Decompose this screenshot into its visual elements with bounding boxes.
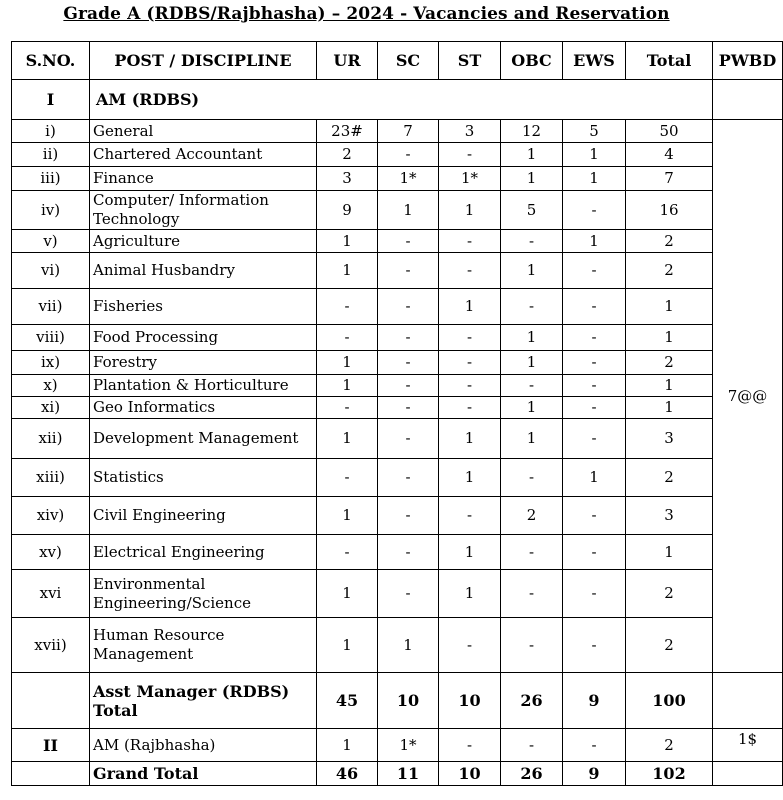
cell-obc: -	[501, 570, 563, 618]
cell-obc: 1	[501, 325, 563, 351]
cell-total: 2	[626, 618, 713, 673]
cell-ur: 2	[317, 143, 378, 167]
cell-post: Development Management	[90, 419, 317, 459]
subtotal-pwbd-empty	[713, 673, 783, 729]
cell-total: 16	[626, 191, 713, 230]
section-name: AM (RDBS)	[90, 80, 713, 120]
cell-sc: -	[378, 419, 439, 459]
cell-post: Geo Informatics	[90, 397, 317, 419]
cell-ur: 1	[317, 230, 378, 253]
cell-st: -	[439, 143, 501, 167]
cell-ews: -	[563, 191, 626, 230]
cell-sno: iv)	[12, 191, 90, 230]
cell-obc: -	[501, 375, 563, 397]
cell-ur: 9	[317, 191, 378, 230]
header-row	[12, 42, 783, 80]
section2-ur: 1	[317, 729, 378, 762]
cell-obc: -	[501, 459, 563, 497]
cell-sno: iii)	[12, 167, 90, 191]
cell-ews: 1	[563, 167, 626, 191]
cell-post: Animal Husbandry	[90, 253, 317, 289]
cell-ur: 1	[317, 497, 378, 535]
cell-st: -	[439, 230, 501, 253]
cell-sno: xi)	[12, 397, 90, 419]
cell-sno: xii)	[12, 419, 90, 459]
table-row	[12, 230, 783, 253]
cell-sno: xvii)	[12, 618, 90, 673]
table-row	[12, 167, 783, 191]
cell-ews: -	[563, 618, 626, 673]
cell-sc: -	[378, 497, 439, 535]
cell-st: -	[439, 497, 501, 535]
cell-obc: -	[501, 535, 563, 570]
cell-ews: -	[563, 289, 626, 325]
cell-sc: 1	[378, 618, 439, 673]
subtotal-label: Asst Manager (RDBS) Total	[90, 673, 317, 729]
grand-total-sno-empty	[12, 762, 90, 786]
table-row	[12, 618, 783, 673]
table-row	[12, 120, 783, 143]
cell-sc: -	[378, 289, 439, 325]
table-row	[12, 325, 783, 351]
cell-ews: -	[563, 497, 626, 535]
subtotal-obc: 26	[501, 673, 563, 729]
cell-sc: -	[378, 570, 439, 618]
cell-st: 1	[439, 570, 501, 618]
cell-total: 50	[626, 120, 713, 143]
cell-post: Plantation & Horticulture	[90, 375, 317, 397]
cell-obc: 1	[501, 253, 563, 289]
cell-ur: -	[317, 397, 378, 419]
cell-st: -	[439, 351, 501, 375]
cell-ews: 1	[563, 230, 626, 253]
cell-ews: -	[563, 397, 626, 419]
cell-sc: -	[378, 143, 439, 167]
cell-sc: -	[378, 459, 439, 497]
cell-ur: 1	[317, 419, 378, 459]
cell-post: Human Resource Management	[90, 618, 317, 673]
cell-post: Computer/ Information Technology	[90, 191, 317, 230]
header-post: POST / DISCIPLINE	[90, 42, 317, 80]
subtotal-total: 100	[626, 673, 713, 729]
cell-sno: vi)	[12, 253, 90, 289]
table-row	[12, 570, 783, 618]
cell-sc: 1	[378, 191, 439, 230]
cell-ur: -	[317, 459, 378, 497]
cell-total: 2	[626, 459, 713, 497]
table-row	[12, 253, 783, 289]
cell-post: Electrical Engineering	[90, 535, 317, 570]
cell-ews: -	[563, 325, 626, 351]
grand-total-total: 102	[626, 762, 713, 786]
cell-ur: -	[317, 289, 378, 325]
section2-pwbd: 1$	[713, 729, 783, 762]
table-row	[12, 191, 783, 230]
header-st: ST	[439, 42, 501, 80]
cell-sc: -	[378, 351, 439, 375]
subtotal-row	[12, 673, 783, 729]
cell-obc: 1	[501, 167, 563, 191]
cell-st: -	[439, 375, 501, 397]
cell-obc: 1	[501, 351, 563, 375]
cell-sno: ii)	[12, 143, 90, 167]
cell-sno: vii)	[12, 289, 90, 325]
table-row	[12, 497, 783, 535]
cell-st: 1	[439, 289, 501, 325]
cell-ur: 1	[317, 618, 378, 673]
cell-sno: xvi	[12, 570, 90, 618]
section-pwbd-empty	[713, 80, 783, 120]
cell-obc: 1	[501, 143, 563, 167]
cell-st: -	[439, 253, 501, 289]
cell-pwbd-rdbs: 7@@	[713, 120, 783, 673]
cell-ur: 1	[317, 375, 378, 397]
cell-obc: 12	[501, 120, 563, 143]
cell-ews: 1	[563, 459, 626, 497]
cell-ews: -	[563, 253, 626, 289]
grand-total-pwbd-empty	[713, 762, 783, 786]
subtotal-ur: 45	[317, 673, 378, 729]
table-row	[12, 143, 783, 167]
header-ur: UR	[317, 42, 378, 80]
cell-obc: 5	[501, 191, 563, 230]
cell-sc: -	[378, 230, 439, 253]
cell-obc: -	[501, 289, 563, 325]
header-sno: S.NO.	[12, 42, 90, 80]
section2-sc: 1*	[378, 729, 439, 762]
section-row-rdbs	[12, 80, 783, 120]
header-ews: EWS	[563, 42, 626, 80]
section2-post: AM (Rajbhasha)	[90, 729, 317, 762]
header-total: Total	[626, 42, 713, 80]
cell-post: Agriculture	[90, 230, 317, 253]
cell-total: 2	[626, 253, 713, 289]
section-sno: I	[12, 80, 90, 120]
cell-total: 4	[626, 143, 713, 167]
grand-total-ur: 46	[317, 762, 378, 786]
cell-ur: 1	[317, 351, 378, 375]
cell-obc: -	[501, 230, 563, 253]
cell-ews: -	[563, 535, 626, 570]
cell-total: 1	[626, 325, 713, 351]
cell-obc: -	[501, 618, 563, 673]
cell-sc: -	[378, 397, 439, 419]
table-row	[12, 289, 783, 325]
cell-sc: -	[378, 325, 439, 351]
grand-total-obc: 26	[501, 762, 563, 786]
section2-st: -	[439, 729, 501, 762]
cell-st: 1*	[439, 167, 501, 191]
cell-post: General	[90, 120, 317, 143]
cell-sc: -	[378, 375, 439, 397]
cell-ews: -	[563, 419, 626, 459]
cell-sno: xiv)	[12, 497, 90, 535]
cell-sno: ix)	[12, 351, 90, 375]
cell-sc: -	[378, 253, 439, 289]
cell-total: 2	[626, 351, 713, 375]
cell-obc: 2	[501, 497, 563, 535]
cell-st: -	[439, 397, 501, 419]
cell-sno: i)	[12, 120, 90, 143]
section2-obc: -	[501, 729, 563, 762]
subtotal-sc: 10	[378, 673, 439, 729]
grand-total-sc: 11	[378, 762, 439, 786]
cell-post: Statistics	[90, 459, 317, 497]
cell-sc: 1*	[378, 167, 439, 191]
page-title: Grade A (RDBS/Rajbhasha) – 2024 - Vacancies and Reservation	[63, 4, 670, 24]
cell-total: 3	[626, 497, 713, 535]
cell-ur: -	[317, 325, 378, 351]
cell-post: Food Processing	[90, 325, 317, 351]
cell-post: Fisheries	[90, 289, 317, 325]
cell-sno: xv)	[12, 535, 90, 570]
subtotal-sno-empty	[12, 673, 90, 729]
table-row	[12, 351, 783, 375]
header-obc: OBC	[501, 42, 563, 80]
table-row	[12, 459, 783, 497]
cell-total: 7	[626, 167, 713, 191]
grand-total-row	[12, 762, 783, 786]
cell-sno: xiii)	[12, 459, 90, 497]
cell-st: 3	[439, 120, 501, 143]
cell-obc: 1	[501, 397, 563, 419]
section-row-rajbhasha	[12, 729, 783, 762]
cell-post: Finance	[90, 167, 317, 191]
cell-total: 2	[626, 230, 713, 253]
cell-sno: x)	[12, 375, 90, 397]
grand-total-st: 10	[439, 762, 501, 786]
header-sc: SC	[378, 42, 439, 80]
cell-ur: 1	[317, 253, 378, 289]
cell-obc: 1	[501, 419, 563, 459]
cell-post: Environmental Engineering/Science	[90, 570, 317, 618]
header-pwbd: PWBD	[713, 42, 783, 80]
cell-ews: -	[563, 375, 626, 397]
cell-st: 1	[439, 459, 501, 497]
section2-ews: -	[563, 729, 626, 762]
cell-sc: 7	[378, 120, 439, 143]
cell-st: 1	[439, 535, 501, 570]
cell-total: 1	[626, 289, 713, 325]
cell-ews: 1	[563, 143, 626, 167]
cell-total: 3	[626, 419, 713, 459]
cell-st: -	[439, 325, 501, 351]
subtotal-st: 10	[439, 673, 501, 729]
cell-post: Chartered Accountant	[90, 143, 317, 167]
cell-ur: -	[317, 535, 378, 570]
vacancy-table	[11, 41, 783, 786]
cell-st: -	[439, 618, 501, 673]
cell-st: 1	[439, 191, 501, 230]
cell-total: 1	[626, 375, 713, 397]
grand-total-ews: 9	[563, 762, 626, 786]
cell-total: 1	[626, 397, 713, 419]
cell-total: 2	[626, 570, 713, 618]
subtotal-ews: 9	[563, 673, 626, 729]
table-row	[12, 419, 783, 459]
section2-total: 2	[626, 729, 713, 762]
cell-total: 1	[626, 535, 713, 570]
grand-total-label: Grand Total	[90, 762, 317, 786]
cell-ur: 1	[317, 570, 378, 618]
cell-sno: viii)	[12, 325, 90, 351]
cell-ews: 5	[563, 120, 626, 143]
table-row	[12, 397, 783, 419]
cell-post: Civil Engineering	[90, 497, 317, 535]
cell-st: 1	[439, 419, 501, 459]
cell-post: Forestry	[90, 351, 317, 375]
cell-ews: -	[563, 351, 626, 375]
cell-ur: 23#	[317, 120, 378, 143]
section2-sno: II	[12, 729, 90, 762]
cell-sno: v)	[12, 230, 90, 253]
cell-sc: -	[378, 535, 439, 570]
cell-ur: 3	[317, 167, 378, 191]
table-row	[12, 535, 783, 570]
cell-ews: -	[563, 570, 626, 618]
table-row	[12, 375, 783, 397]
